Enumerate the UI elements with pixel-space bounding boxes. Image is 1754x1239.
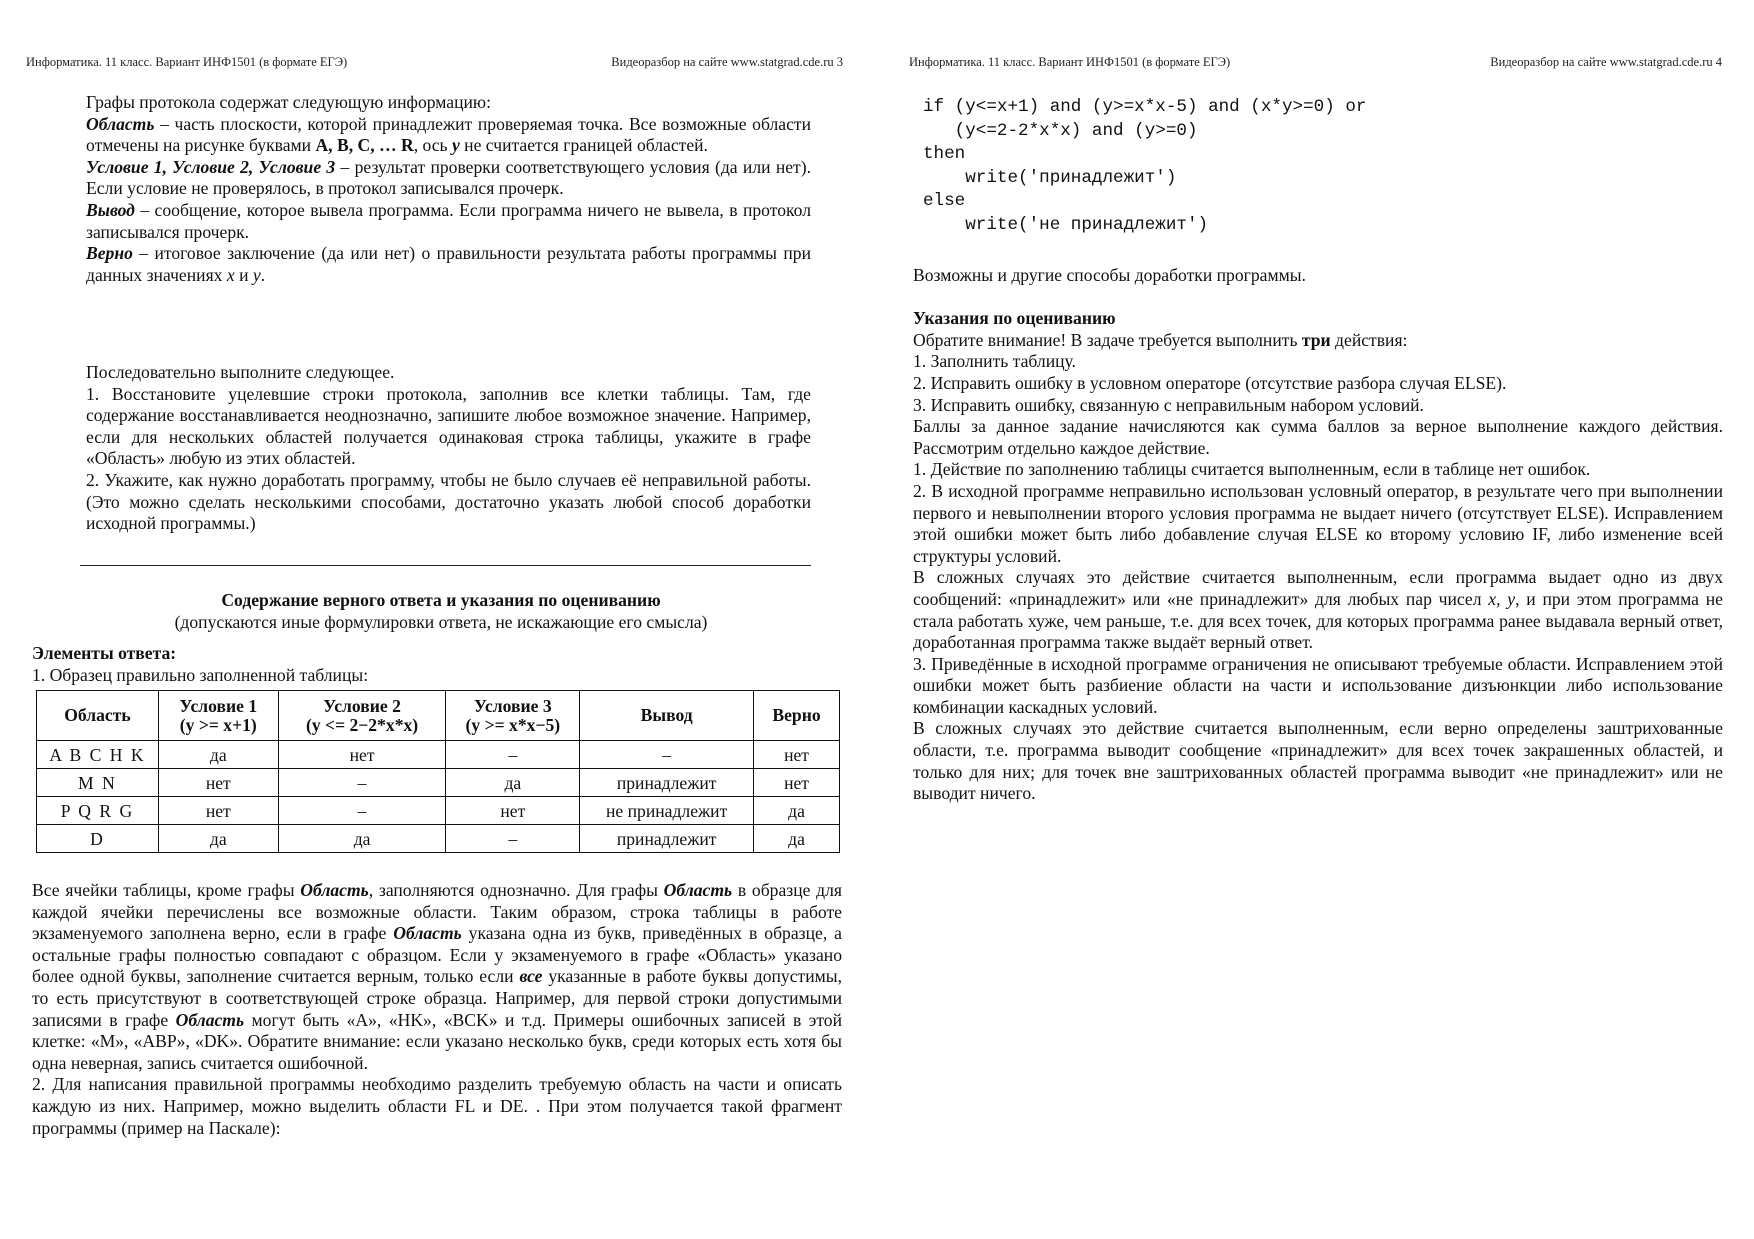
task-lead: Последовательно выполните следующее. [86,362,395,382]
table-cell: M N [37,769,159,797]
table-header: Условие 2 (y <= 2−2*x*x) [278,691,446,741]
task-item-2: 2. Укажите, как нужно доработать программу, чтобы не было случаев её неправильной работы. (Это можно сделать несколькими способами, достаточно указать любой способ доработки исходной программы.) [86,469,811,534]
explanation-paragraph-1: Все ячейки таблицы, кроме графы Область, заполняются однозначно. Для графы Область в образце для каждой ячейки перечислены все возможные области. Таким образом, строка таблицы в работе экзаменуемого заполнена верно, если в графе Область указана одна из букв, приведённых в образце, а остальные графы полностью совпадают с образцом. Если у экзаменуемого в графе «Область» указано более одной буквы, заполнение считается верным, только если все указанные в работе буквы допустимы, то есть присутствуют в соответствующей строке образца. Например, для первой строки допустимыми записями в графе Область могут быть «A», «HK», «BCK» и т.д. Примеры ошибочных записей в этой клетке: «M», «ABP», «DK». Обратите внимание: если указано несколько букв, среди которых есть хотя бы одна неверная, запись считается ошибочной. [32,880,843,1073]
list-item: 3. Исправить ошибку, связанную с неправильным набором условий. [913,394,1424,415]
answer-subtitle: (допускаются иные формулировки ответа, не искажающие его смысла) [174,612,708,632]
table-cell: – [278,797,446,825]
table-cell: A B C H K [37,741,159,769]
table-cell: да [754,825,840,853]
answer-elements-label: Элементы ответа: [32,643,177,663]
table-cell: да [278,825,446,853]
table-explanation [32,880,842,1139]
table-cell: – [446,741,580,769]
grading-section [913,265,1723,805]
page-header-left: Информатика. 11 класс. Вариант ИНФ1501 (в формате ЕГЭ) [26,55,348,69]
action-2: 2. В исходной программе неправильно использован условный оператор, в результате чего при выполнении первого и невыполнении второго условия программа не выдает ничего (отсутствует ELSE). Исправлением этой ошибки может быть либо добавление случая ELSE ко второму условию IF, либо изменение всей структуры условий. [913,480,1723,566]
table-cell: D [37,825,159,853]
table-cell: нет [446,797,580,825]
table-cell: да [158,741,278,769]
list-item: 1. Заполнить таблицу. [913,351,1076,372]
table-cell: нет [158,797,278,825]
table-cell: да [158,825,278,853]
table-cell: нет [278,741,446,769]
table-header: Условие 1 (y >= x+1) [158,691,278,741]
table-cell: не принадлежит [580,797,754,825]
correct-definition: Верно – итоговое заключение (да или нет) о правильности результата работы программы при данных значениях x и y. [86,243,811,285]
table-header-row [37,691,840,741]
divider-line [80,565,811,566]
table-cell: P Q R G [37,797,159,825]
attention-note: Обратите внимание! В задаче требуется выполнить три действия: [913,329,1408,350]
table-header: Верно [754,691,840,741]
protocol-table [36,690,840,853]
task-instructions [86,362,811,535]
condition-definition: Условие 1, Условие 2, Условие 3 – результат проверки соответствующего условия (да или нет). Если условие не проверялось, в протокол записывался прочерк. [86,156,811,199]
table-cell: нет [754,769,840,797]
points-note: Баллы за данное задание начисляются как сумма баллов за верное выполнение каждого действия. Рассмотрим отдельно каждое действие. [913,416,1723,458]
action-3: 3. Приведённые в исходной программе ограничения не описывают требуемые области. Исправлением этой ошибки может быть разбиение области на части и использование дизъюнкции либо использование комбинации каскадных условий. [913,653,1723,717]
grading-title: Указания по оцениванию [913,308,1116,329]
table-cell: – [580,741,754,769]
area-definition: Область – часть плоскости, которой принадлежит проверяемая точка. Все возможные области отмечены на рисунке буквами A, B, C, … R, ось y не считается границей областей. [86,113,811,156]
explanation-paragraph-2: 2. Для написания правильной программы необходимо разделить требуемую область на части и описать каждую из них. Например, можно выделить области FL и DE. . При этом получается такой фрагмент программы (пример на Паскале): [32,1074,842,1138]
right-page [877,0,1754,1239]
table-cell: нет [754,741,840,769]
task-item-1: 1. Восстановите уцелевшие строки протокола, заполнив все клетки таблицы. Там, где содержание восстанавливается неоднозначно, запишите любое возможное значение. Например, если для нескольких областей получается одинаковая строка таблицы, укажите в графе «Область» любую из этих областей. [86,383,811,469]
table-cell: нет [158,769,278,797]
table-row [37,741,840,769]
page-header-right: Видеоразбор на сайте www.statgrad.cde.ru 4 [1490,55,1722,69]
table-header: Область [37,691,159,741]
pascal-code-fragment: if (y<=x+1) and (y>=x*x-5) and (x*y>=0) or (y<=2-2*x*x) and (y>=0) then write('принадлежит') else write('не принадлежит') [923,97,1367,235]
output-definition: Вывод – сообщение, которое вывела программа. Если программа ничего не вывела, в протокол записывался прочерк. [86,199,811,242]
protocol-description [86,92,811,286]
table-row [37,769,840,797]
action-1: 1. Действие по заполнению таблицы считается выполненным, если в таблице нет ошибок. [913,459,1591,480]
table-header: Вывод [580,691,754,741]
action-2-hard-cases: В сложных случаях это действие считается выполненным, если программа выдает одно из двух сообщений: «принадлежит» или «не принадлежит» для любых пар чисел x, y, и при этом программа не стала работать хуже, чем раньше, т.е. для всех точек, для которых программа ранее выдавала верный ответ, доработанная программа также выдаёт верный ответ. [913,567,1723,653]
intro-heading: Графы протокола содержат следующую информацию: [86,92,491,112]
table-cell: да [754,797,840,825]
sample-table-label: 1. Образец правильно заполненной таблицы: [32,665,369,685]
answer-title: Содержание верного ответа и указания по оцениванию [221,590,661,610]
other-ways-note: Возможны и другие способы доработки программы. [913,265,1306,285]
table-row [37,825,840,853]
table-header: Условие 3 (y >= x*x−5) [446,691,580,741]
list-item: 2. Исправить ошибку в условном операторе (отсутствие разбора случая ELSE). [913,372,1507,393]
table-row [37,797,840,825]
table-cell: да [446,769,580,797]
table-cell: – [278,769,446,797]
table-cell: – [446,825,580,853]
page-header-left: Информатика. 11 класс. Вариант ИНФ1501 (в формате ЕГЭ) [909,55,1231,69]
table-cell: принадлежит [580,825,754,853]
table-cell: принадлежит [580,769,754,797]
action-3-hard-cases: В сложных случаях это действие считается выполненным, если верно определены заштрихованные области, т.е. программа выводит сообщение «принадлежит» для всех точек закрашенных областей, и только для них; для точек вне заштрихованных областей программа выводит «не принадлежит» или не выводит ничего. [913,718,1723,804]
page-header-right: Видеоразбор на сайте www.statgrad.cde.ru 3 [611,55,843,69]
